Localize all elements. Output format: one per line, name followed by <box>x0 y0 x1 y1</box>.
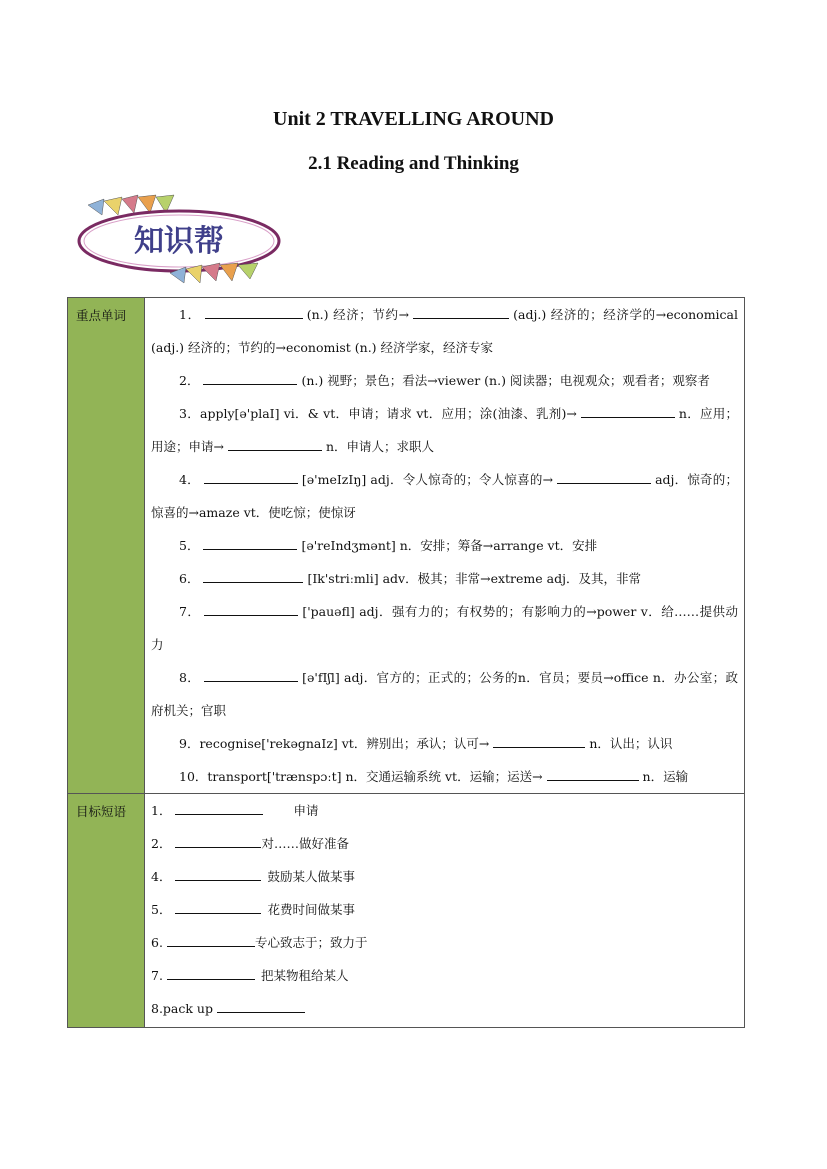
page-subtitle: 2.1 Reading and Thinking <box>308 153 519 174</box>
logo-text: 知识帮 <box>134 224 224 259</box>
answer-blank[interactable] <box>175 833 261 848</box>
answer-blank[interactable] <box>203 535 297 550</box>
answer-blank[interactable] <box>228 436 322 451</box>
vocab-item-2: 2． (n.) 视野；景色；看法→viewer (n.) 阅读器；电视观众；观看者；观察者 <box>151 364 738 397</box>
phrase-item: 2． 对……做好准备 <box>151 827 738 860</box>
answer-blank[interactable] <box>557 469 651 484</box>
answer-blank[interactable] <box>413 304 509 319</box>
answer-blank[interactable] <box>203 370 297 385</box>
vocab-item-6: 6． [Ik'striːmli] adv．极其；非常→extreme adj．及其，非常 <box>151 562 738 595</box>
answer-blank[interactable] <box>204 667 298 682</box>
phrase-item: 8.pack up <box>151 992 738 1025</box>
knowledge-logo <box>74 193 284 285</box>
phrase-item: 4． 鼓励某人做某事 <box>151 860 738 893</box>
vocab-item-1: 1． (n.) 经济；节约→ (adj.) 经济的；经济学的→economical (adj.) 经济的；节约的→economist (n.) 经济学家，经济专家 <box>151 298 738 364</box>
phrase-item: 5． 花费时间做某事 <box>151 893 738 926</box>
answer-blank[interactable] <box>493 733 585 748</box>
answer-blank[interactable] <box>175 899 261 914</box>
answer-blank[interactable] <box>167 932 255 947</box>
phrases-label: 目标短语 <box>68 794 145 1028</box>
answer-blank[interactable] <box>547 766 639 781</box>
vocab-item-8: 8． [ə'fIʃl] adj．官方的；正式的；公务的n．官员；要员→office n．办公室；政府机关；官职 <box>151 661 738 727</box>
answer-blank[interactable] <box>175 800 263 815</box>
answer-blank[interactable] <box>203 568 303 583</box>
vocab-content <box>145 298 745 794</box>
answer-blank[interactable] <box>217 998 305 1013</box>
answer-blank[interactable] <box>204 601 298 616</box>
vocab-item-9: 9．recognise['rekəgnaIz] vt．辨别出；承认；认可→ n．认出；认识 <box>151 727 738 760</box>
vocab-label: 重点单词 <box>68 298 145 794</box>
answer-blank[interactable] <box>205 304 303 319</box>
answer-blank[interactable] <box>581 403 675 418</box>
vocab-item-7: 7． ['pauəfl] adj．强有力的；有权势的；有影响力的→power v．给……提供动力 <box>151 595 738 661</box>
knowledge-table <box>67 297 745 1028</box>
vocab-row <box>68 298 745 794</box>
phrase-item: 1． 申请 <box>151 794 738 827</box>
answer-blank[interactable] <box>175 866 261 881</box>
phrases-row <box>68 794 745 1028</box>
answer-blank[interactable] <box>204 469 298 484</box>
vocab-item-5: 5． [ə'reIndʒmənt] n．安排；筹备→arrange vt．安排 <box>151 529 738 562</box>
phrase-item: 7. 把某物租给某人 <box>151 959 738 992</box>
vocab-item-3: 3．apply[ə'plaI] vi．& vt．申请；请求 vt．应用；涂(油漆、乳剂)→ n．应用；用途；申请→ n．申请人；求职人 <box>151 397 738 463</box>
page-title: Unit 2 TRAVELLING AROUND <box>273 108 554 130</box>
vocab-item-10: 10．transport['trænspɔːt] n．交通运输系统 vt．运输；运送→ n．运输 <box>151 760 738 793</box>
vocab-item-4: 4． [ə'meIzIŋ] adj．令人惊奇的；令人惊喜的→ adj．惊奇的；惊喜的→amaze vt．使吃惊；使惊讶 <box>151 463 738 529</box>
phrase-item: 6. 专心致志于；致力于 <box>151 926 738 959</box>
answer-blank[interactable] <box>167 965 255 980</box>
phrases-content <box>145 794 745 1028</box>
